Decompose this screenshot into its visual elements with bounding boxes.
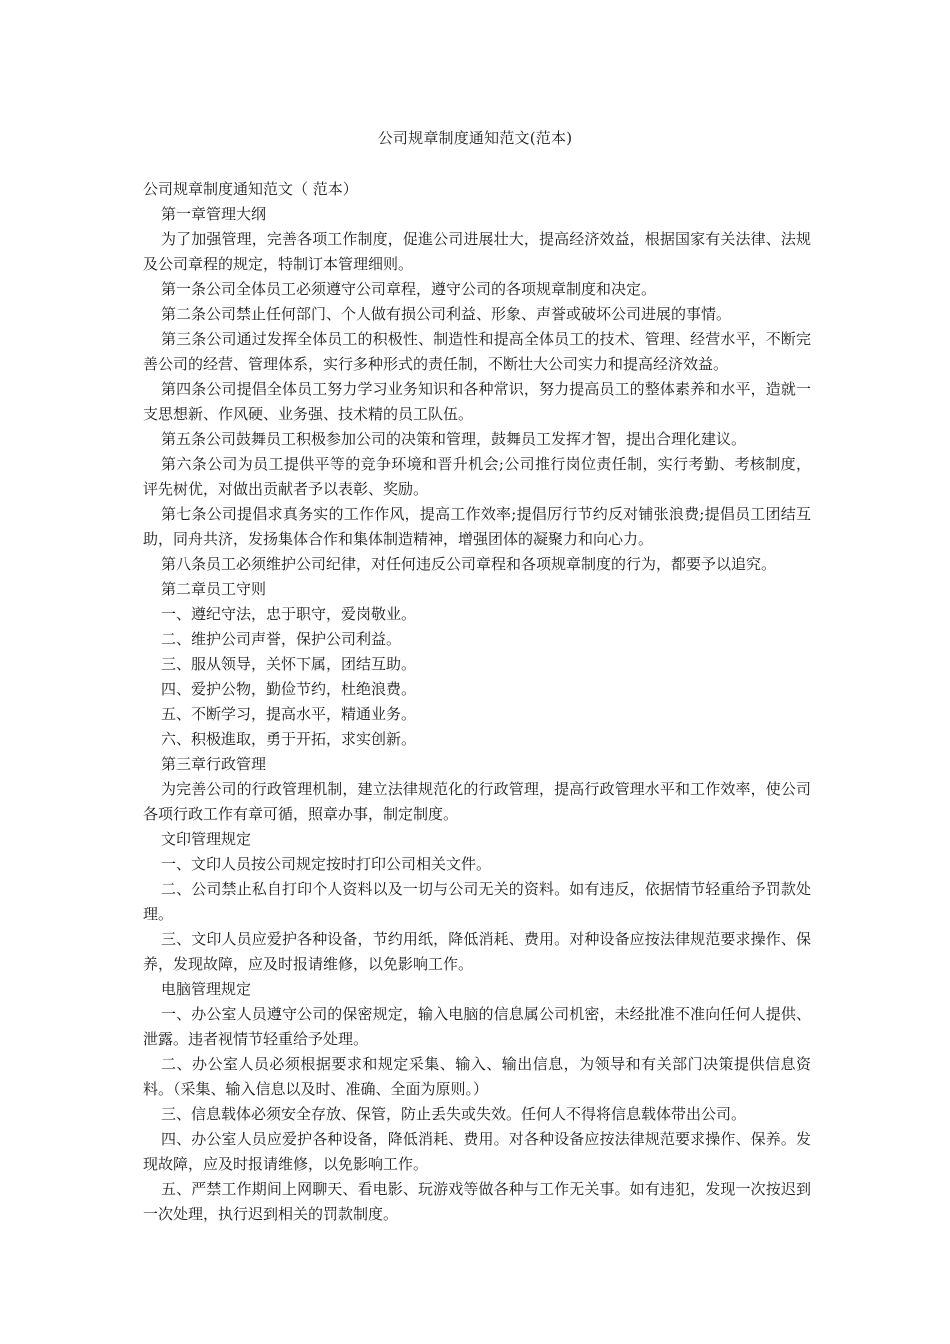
paragraph: 五、严禁工作期间上网聊天、看电影、玩游戏等做各种与工作无关事。如有违犯，发现一次按迟到一次处理，执行迟到相关的罚款制度。 [143, 1180, 811, 1223]
paragraph: 第七条公司提倡求真务实的工作作风，提高工作效率;提倡厉行节约反对铺张浪费;提倡员工团结互助，同舟共济，发扬集体合作和集体制造精神，增强团体的凝聚力和向心力。 [143, 505, 811, 548]
paragraph: 一、文印人员按公司规定按时打印公司相关文件。 [161, 855, 492, 873]
paragraph: 第三条公司通过发挥全体员工的积极性、制造性和提高全体员工的技术、管理、经营水平，不断完善公司的经营、管理体系，实行多种形式的责任制，不断壮大公司实力和提高经济效益。 [143, 330, 811, 373]
paragraph: 电脑管理规定 [161, 980, 252, 998]
paragraph: 四、爱护公物，勤俭节约，杜绝浪费。 [161, 680, 417, 698]
paragraph: 第三章行政管理 [161, 755, 267, 773]
paragraph: 一、遵纪守法，忠于职守，爱岗敬业。 [161, 605, 417, 623]
paragraph: 三、信息载体必须安全存放、保管，防止丢失或失效。任何人不得将信息载体带出公司。 [161, 1105, 747, 1123]
paragraph: 一、办公室人员遵守公司的保密规定，输入电脑的信息属公司机密，未经批准不准向任何人提供、泄露。违者视情节轻重给予处理。 [143, 1005, 811, 1048]
paragraph: 第二条公司禁止任何部门、个人做有损公司利益、形象、声誉或破坏公司进展的事情。 [161, 305, 732, 323]
paragraph: 五、不断学习，提高水平，精通业务。 [161, 705, 417, 723]
paragraph: 二、维护公司声誉，保护公司利益。 [161, 630, 402, 648]
paragraph: 为完善公司的行政管理机制，建立法律规范化的行政管理，提高行政管理水平和工作效率，使公司各项行政工作有章可循，照章办事，制定制度。 [143, 780, 811, 823]
paragraph: 公司规章制度通知范文（ 范本） [143, 180, 358, 198]
paragraph: 四、办公室人员应爱护各种设备，降低消耗、费用。对各种设备应按法律规范要求操作、保养。发现故障，应及时报请维修，以免影响工作。 [143, 1130, 811, 1173]
paragraph: 六、积极進取，勇于开拓，求实创新。 [161, 730, 417, 748]
paragraph: 文印管理规定 [161, 830, 252, 848]
paragraph: 第六条公司为员工提供平等的竞争环境和晋升机会;公司推行岗位责任制，实行考勤、考核制度，评先树优，对做出贡献者予以表彰、奖励。 [143, 455, 811, 498]
paragraph: 第一条公司全体员工必须遵守公司章程，遵守公司的各项规章制度和决定。 [161, 280, 657, 298]
paragraph: 二、公司禁止私自打印个人资料以及一切与公司无关的资料。如有违反，依据情节轻重给予罚款处理。 [143, 880, 811, 923]
paragraph: 第八条员工必须维护公司纪律，对任何违反公司章程和各项规章制度的行为，都要予以追究。 [161, 555, 777, 573]
paragraph: 第一章管理大纲 [161, 205, 267, 223]
paragraph: 第四条公司提倡全体员工努力学习业务知识和各种常识，努力提高员工的整体素养和水平，造就一支思想新、作风硬、业务强、技术精的员工队伍。 [143, 380, 811, 423]
paragraph: 第五条公司鼓舞员工积极参加公司的决策和管理，鼓舞员工发挥才智，提出合理化建议。 [161, 430, 747, 448]
document-title: 公司规章制度通知范文(范本) [377, 129, 573, 147]
document-body [143, 177, 811, 1227]
paragraph: 第二章员工守则 [161, 580, 267, 598]
paragraph: 三、文印人员应爱护各种设备，节约用纸，降低消耗、费用。对种设备应按法律规范要求操作、保养，发现故障，应及时报请维修，以免影响工作。 [143, 930, 811, 973]
paragraph: 为了加强管理，完善各项工作制度，促進公司进展壮大，提高经济效益，根据国家有关法律、法规及公司章程的规定，特制订本管理细则。 [143, 230, 811, 273]
paragraph: 二、办公室人员必须根据要求和规定采集、输入、输出信息，为领导和有关部门决策提供信息资料。（采集、输入信息以及时、准确、全面为原则。） [143, 1055, 811, 1098]
paragraph: 三、服从领导，关怀下属，团结互助。 [161, 655, 417, 673]
